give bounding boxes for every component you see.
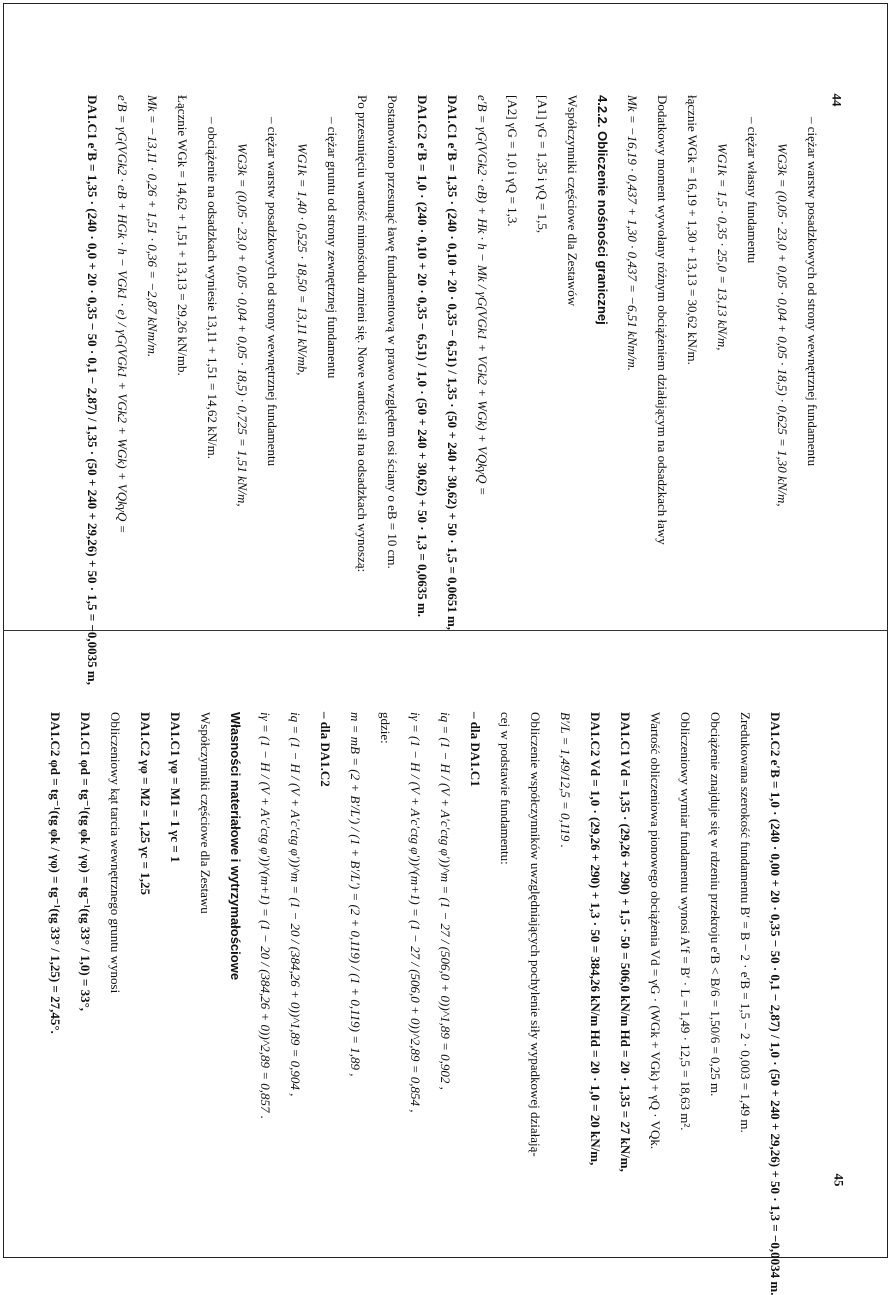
page44-line: [A2] γG = 1,0 i γQ = 1,3. (505, 95, 520, 227)
page45-line: DA1.C1 Vd = 1,35 · (29,26 + 290) + 1,5 · 50 = 506,0 kN/m Hd = 20 · 1,35 = 27 kN/m, (618, 712, 633, 1172)
page45-line: DA1.C1 φd = tg⁻¹(tg φk / γφ) = tg⁻¹(tg 33° / 1,0) = 33°, (78, 712, 93, 1012)
page44-line: – ciężar własny fundamentu (745, 117, 760, 264)
page45-line: Obliczenie współczynników uwzględniających pochylenie siły wypadkowej działają- (528, 712, 543, 1157)
page-44 (45, 95, 845, 685)
page44-line: e′B = γG(VGk2 · eB) + Hk · h − Mk / γG(VGk1 + VGk2 + WGk) + VQkγQ = (475, 95, 490, 496)
page44-line: WG1k = 1,5 · 0,35 · 25,0 = 13,13 kN/m, (715, 143, 730, 351)
page45-line: iq = (1 − H / (V + A′c′ctg φ′))^m = (1 − 20 / (384,26 + 0))^1,89 = 0,904 , (288, 712, 303, 1097)
page44-line: DA1.C1 e′B = 1,35 · (240 · 0,0 + 20 · 0,35 − 50 · 0,1 − 2,87) / 1,35 · (50 + 240 + 29,26) + 50 · 1,5 = −0,0035 m, (85, 95, 100, 685)
page45-line: iq = (1 − H / (V + A′c′ctg φ′))^m = (1 − 27 / (506,0 + 0))^1,89 = 0,902 , (438, 712, 453, 1090)
page45-line: Obliczeniowy wymiar fundamentu wynosi A′f = B′ · L = 1,49 · 12,5 = 18,63 m². (678, 712, 693, 1131)
page-44-text (69, 95, 820, 685)
page44-line: – ciężar warstw posadzkowych od strony wewnętrznej fundamentu (265, 117, 280, 467)
page44-line: WG1k = 1,40 · 0,525 · 18,50 = 13,11 kN/mb, (295, 143, 310, 376)
page45-line: B′/L = 1,49/12,5 = 0,119 . (558, 712, 573, 848)
page45-line: Obliczeniowy kąt tarcia wewnętrznego gruntu wynosi (108, 712, 123, 994)
page44-line: Dodatkowy moment wywołany różnym obciążeniem działającym na odsadzkach ławy (655, 95, 670, 545)
page45-line: DA1.C2 Vd = 1,0 · (29,26 + 290) + 1,3 · 50 = 384,26 kN/m Hd = 20 · 1,0 = 20 kN/m, (588, 712, 603, 1166)
page44-line: [A1] γG = 1,35 i γQ = 1,5, (535, 95, 550, 234)
page45-line: m = mB = (2 + B′/L′) / (1 + B′/L′) = (2 + 0,119) / (1 + 0,119) = 1,89 , (348, 712, 363, 1077)
page45-line: cej w podstawie fundamentu: (498, 712, 513, 865)
page44-line: DA1.C2 e′B = 1,0 · (240 · 0,10 + 20 · 0,35 − 6,51) / 1,0 · (50 + 240 + 30,62) + 50 · 1,3 = 0,0635 m. (415, 95, 430, 618)
page44-line: DA1.C1 e′B = 1,35 · (240 · 0,10 + 20 · 0,35 − 6,51) / 1,35 · (50 + 240 + 30,62) + 50 · 1,5 = 0,0651 m, (445, 95, 460, 631)
page44-line: Mk = −13,11 · 0,26 + 1,51 · 0,36 = −2,87 kNm/m. (145, 95, 160, 358)
page44-line: Po przesunięciu wartość mimośrodu zmieni się. Nowe wartości sił na odsadzkach wynoszą: (355, 95, 370, 573)
page45-line: Współczynniki częściowe dla Zestawu (198, 712, 213, 914)
page-number-45: 45 (831, 1173, 847, 1187)
page45-line: Zredukowana szerokość fundamentu B′ = B − 2 · e′B = 1,5 − 2 · 0,003 = 1,49 m. (738, 712, 753, 1133)
page-number-44: 44 (829, 93, 845, 107)
page-45 (8, 712, 808, 1295)
page44-line: – ciężar gruntu od strony zewnętrznej fundamentu (325, 117, 340, 379)
page45-line: DA1.C2 e′B = 1,0 · (240 · 0,00 + 20 · 0,35 − 50 · 0,1 − 2,87) / 1,0 · (50 + 240 + 29,26) + 50 · 1,3 = −0,0034 m. (768, 712, 783, 1295)
page45-line: iγ = (1 − H / (V + A′c′ctg φ′))^(m+1) = (1 − 27 / (506,0 + 0))^2,89 = 0,854 , (408, 712, 423, 1113)
page44-line: łącznie WGk = 16,19 + 1,30 + 13,13 = 30,62 kN/m. (685, 95, 700, 365)
page44-line: 4.2.2. Obliczenie nośności granicznej (595, 95, 610, 325)
page44-line: Postanowiono przesunąć ławę fundamentową w prawo względem osi ściany o eB = 10 cm. (385, 95, 400, 569)
page44-line: WG3k = (0,05 · 23,0 + 0,05 · 0,04 + 0,05 · 18,5) · 0,725 = 1,51 kN/m, (235, 143, 250, 507)
page44-line: Współczynniki częściowe dla Zestawów (565, 95, 580, 307)
page45-line: DA1.C1 γφ = M1 = 1 γc = 1 (168, 712, 183, 863)
page45-line: Wartość obliczeniowa pionowego obciążenia Vd = γG · (WGk + VGk) + γQ · VQk. (648, 712, 663, 1150)
page45-line: – dla DA1.C2 (318, 712, 333, 787)
page-45-text (32, 712, 783, 1295)
page44-line: Łącznie WGk = 14,62 + 1,51 + 13,13 = 29,26 kN/mb. (175, 95, 190, 376)
page45-line: Obciążenie znajduje się w rdzeniu przekroju e′B < B/6 = 1,50/6 = 0,25 m. (708, 712, 723, 1097)
page45-line: DA1.C2 φd = tg⁻¹(tg φk / γφ) = tg⁻¹(tg 33° / 1,25) = 27,45°. (48, 712, 63, 1034)
page44-line: – ciężar warstw posadzkowych od strony wewnętrznej fundamentu (805, 117, 820, 467)
page44-line: – obciążenie na odsadzkach wyniesie 13,11 + 1,51 = 14,62 kN/m. (205, 117, 220, 459)
page44-line: WG3k = (0,05 · 23,0 + 0,05 · 0,04 + 0,05 · 18,5) · 0,625 = 1,30 kN/m, (775, 143, 790, 507)
page44-line: e′B = γG(VGk2 · eB + HGk · h − VGk1 · e) / γG(VGk1 + VGk2 + WGk) + VQkγQ = (115, 95, 130, 534)
page45-line: gdzie: (378, 712, 393, 744)
page45-line: Własności materiałowe i wytrzymałościowe (228, 712, 243, 981)
page45-line: – dla DA1.C1 (468, 712, 483, 787)
page44-line: Mk = −16,19 · 0,437 + 1,30 · 0,437 = −6,51 kNm/m. (625, 95, 640, 372)
page45-line: DA1.C2 γφ = M2 = 1,25 γc = 1,25 (138, 712, 153, 895)
page45-line: iγ = (1 − H / (V + A′c′ctg φ′))^(m+1) = (1 − 20 / (384,26 + 0))^2,89 = 0,857 . (258, 712, 273, 1119)
